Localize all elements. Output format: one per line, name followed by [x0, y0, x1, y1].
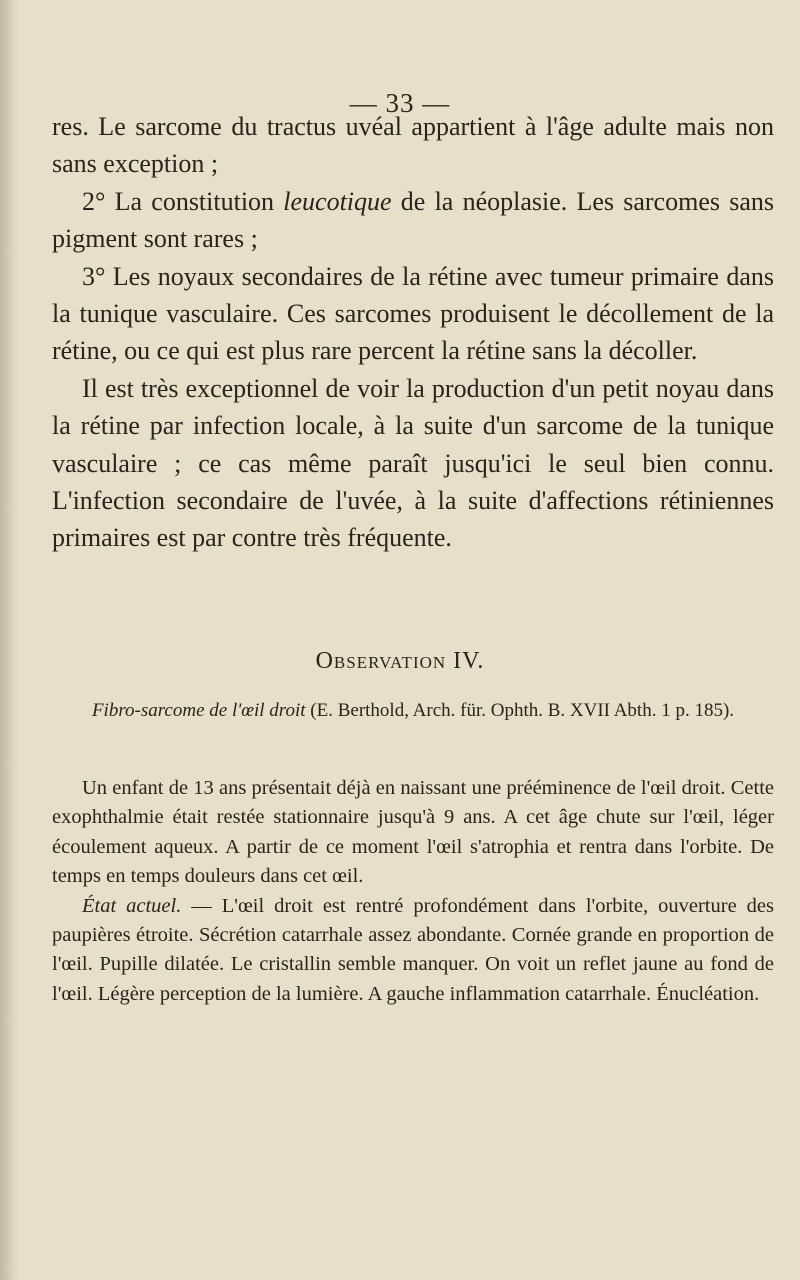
page-edge-shadow: [0, 0, 18, 1280]
paragraph-leucotic-suffix: de la néoplasie. Les sarcomes sans pigment sont rares ;: [52, 186, 774, 254]
page-number: — 33 —: [349, 88, 451, 118]
observation-citation: [52, 697, 774, 725]
main-text: [52, 108, 774, 557]
citation-source: (E. Berthold, Arch. für. Ophth. B. XVII Abth. 1 p. 185).: [305, 700, 735, 721]
case-history: Un enfant de 13 ans présentait déjà en naissant une prééminence de l'œil droit. Cette exophthalmie était restée stationnaire jusqu'à 9 ans. A cet âge chute sur l'œil, léger écoulement aqueux. A partir de ce moment l'œil s'atrophia et rentra dans l'orbite. De temps en temps douleurs dans cet œil.: [52, 777, 774, 888]
paragraph-secondary-nuclei: 3° Les noyaux secondaires de la rétine avec tumeur primaire dans la tunique vasculaire. Ces sarcomes produisent le décollement de la rétine, ou ce qui est plus rare percent la rétine sans la décoller.: [52, 261, 774, 366]
citation-title: Fibro-sarcome de l'œil droit: [91, 700, 306, 721]
leucotique-italic: leucotique: [283, 186, 392, 216]
paragraph-leucotic-prefix: 2° La constitution: [82, 186, 284, 216]
current-state-label: État actuel.: [82, 894, 182, 917]
observation-heading: Observation IV.: [315, 648, 485, 674]
current-state-text: — L'œil droit est rentré profondément dans l'orbite, ouverture des paupières étroite. Sécrétion catarrhale assez abondante. Cornée grande en proportion de l'œil. Pupille dilatée. Le cristallin semble manquer. On voit un reflet jaune au fond de l'œil. Légère perception de la lumière. A gauche inflammation catarrhale. Énucléation.: [52, 894, 774, 1005]
case-current-state: [52, 892, 774, 1010]
case-text: [52, 774, 774, 1009]
paragraph-leucotic: [52, 183, 774, 258]
paragraph-age: res. Le sarcome du tractus uvéal appartient à l'âge adulte mais non sans exception ;: [52, 112, 774, 179]
paragraph-exceptional: Il est très exceptionnel de voir la production d'un petit noyau dans la rétine par infection locale, à la suite d'un sarcome de la tunique vasculaire ; ce cas même paraît jusqu'ici le seul bien connu. L'infection secondaire de l'uvée, à la suite d'affections rétiniennes primaires est par contre très fréquente.: [52, 373, 774, 553]
